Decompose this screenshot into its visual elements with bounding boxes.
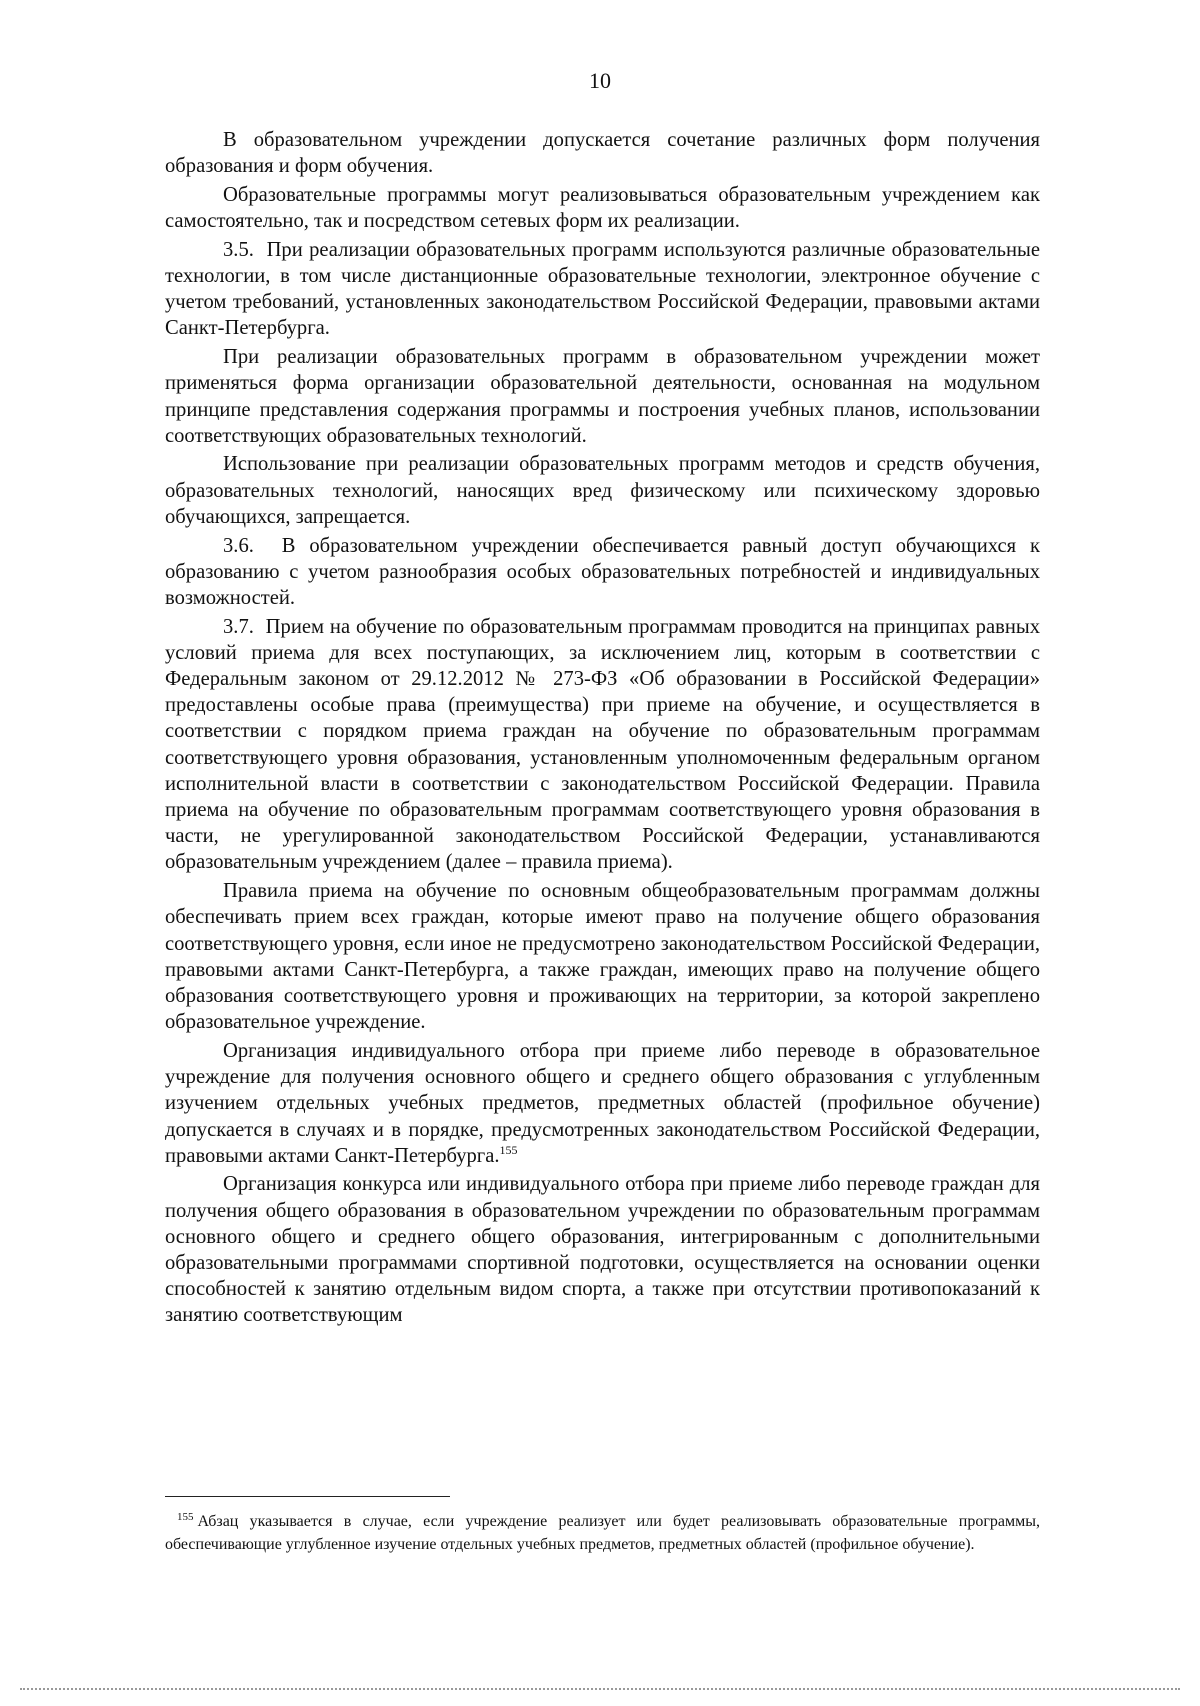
- scan-edge-line: [20, 1688, 1180, 1690]
- paragraph: Правила приема на обучение по основным общеобразовательным программам должны обеспечивать прием всех граждан, которые имеют право на получение общего образования соответствующего уровня, если иное не предусмотрено законодательством Российской Федерации, правовыми актами Санкт-Петербурга, а также граждан, имеющих право на получение общего образования соответствующего уровня и проживающих на территории, за которой закреплено образовательное учреждение.: [165, 880, 1040, 1034]
- paragraph: В образовательном учреждении допускается сочетание различных форм получения образования и форм обучения.: [165, 129, 1040, 178]
- footnote-text: Абзац указывается в случае, если учреждение реализует или будет реализовывать образовательные программы, обеспечивающие углубленное изучение отдельных учебных предметов, предметных областей (профильное обучение).: [165, 1513, 1040, 1553]
- paragraph-3-6: 3.6. В образовательном учреждении обеспечивается равный доступ обучающихся к образованию с учетом разнообразия особых образовательных потребностей и индивидуальных возможностей.: [165, 534, 1040, 609]
- document-body: [165, 127, 1040, 1331]
- paragraph: Образовательные программы могут реализовываться образовательным учреждением как самостоятельно, так и посредством сетевых форм их реализации.: [165, 183, 1040, 233]
- paragraph-3-7: 3.7. Прием на обучение по образовательным программам проводится на принципах равных условий приема для всех поступающих, за исключением лиц, которым в соответствии с Федеральным законом от 29.12.2012 № 273-ФЗ «Об образовании в Российской Федерации» предоставлены особые права (преимущества) при приеме на обучение, и осуществляется в соответствии с порядком приема граждан на обучение по образовательным программам соответствующего уровня образования, установленным уполномоченным федеральным органом исполнительной власти в соответствии с законодательством Российской Федерации. Правила приема на обучение по образовательным программам соответствующего уровня образования в части, не урегулированной законодательством Российской Федерации, устанавливаются образовательным учреждением (далее – правила приема).: [165, 615, 1040, 874]
- footnote-separator: [165, 1496, 450, 1497]
- paragraph-3-5: 3.5. При реализации образовательных программ используются различные образовательные технологии, в том числе дистанционные образовательные технологии, электронное обучение с учетом требований, установленных законодательством Российской Федерации, правовыми актами Санкт-Петербурга.: [165, 238, 1040, 340]
- paragraph: Организация конкурса или индивидуального отбора при приеме либо переводе граждан для получения общего образования в образовательном учреждении по образовательным программам основного общего и среднего общего образования, интегрированным с дополнительными образовательными программами спортивной подготовки, осуществляется на основании оценки способностей к занятию отдельным видом спорта, а также при отсутствии противопоказаний к занятию соответствующим: [165, 1173, 1040, 1327]
- paragraph: При реализации образовательных программ в образовательном учреждении может применяться форма организации образовательной деятельности, основанная на модульном принципе представления содержания программы и построения учебных планов, использовании соответствующих образовательных технологий.: [165, 346, 1040, 447]
- paragraph-with-footnote: [165, 1038, 1040, 1169]
- paragraph-text: Организация индивидуального отбора при приеме либо переводе в образовательное учреждение для получения основного общего и среднего общего образования с углубленным изучением отдельных учебных предметов, предметных областей (профильное обучение) допускается в случаях и в порядке, предусмотренных законодательством Российской Федерации, правовыми актами Санкт-Петербурга.: [165, 1039, 1040, 1167]
- page-number: 10: [589, 68, 611, 93]
- footnote-number: 155: [177, 1510, 194, 1523]
- paragraph: Использование при реализации образовательных программ методов и средств обучения, образовательных технологий, наносящих вред физическому или психическому здоровью обучающихся, запрещается.: [165, 453, 1040, 528]
- footnote-paragraph: [165, 1510, 1040, 1556]
- footnote: [165, 1510, 1040, 1556]
- footnote-reference: 155: [499, 1142, 518, 1157]
